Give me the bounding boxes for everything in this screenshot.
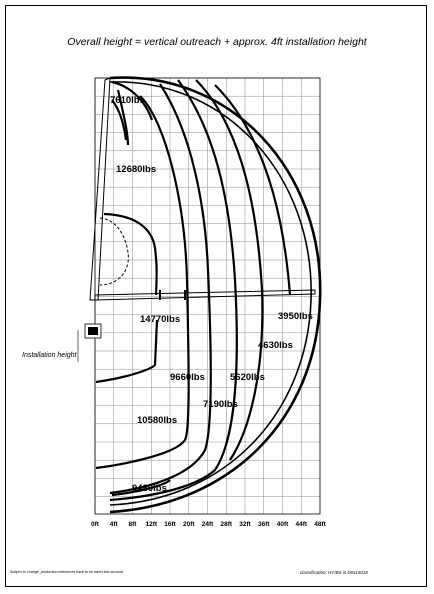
- x-tick-label: 48ft: [314, 521, 326, 528]
- installation-height-label: Installation height: [22, 352, 77, 359]
- x-tick-label: 28ft: [220, 521, 233, 528]
- x-tick-label: 32ft: [239, 521, 251, 528]
- capacity-label: 9480lbs: [132, 483, 167, 494]
- x-tick-label: 12ft: [145, 521, 158, 528]
- x-tick-label: 16ft: [164, 521, 176, 528]
- footer-classification: classification; HY/BS in DIN15018: [300, 570, 368, 575]
- crane-base: [78, 324, 101, 362]
- capacity-label: 4630lbs: [258, 340, 293, 351]
- capacity-label: 7610lbs: [110, 95, 145, 106]
- capacity-curves: [96, 80, 290, 500]
- x-tick-label: 36ft: [257, 521, 270, 528]
- x-tick-label: 20ft: [182, 521, 195, 528]
- inner-arc: [100, 218, 128, 285]
- capacity-label: 14770lbs: [140, 314, 181, 325]
- capacity-label: 5620lbs: [230, 372, 265, 383]
- curve-9660: [96, 96, 189, 468]
- x-tick-label: 8ft: [128, 521, 137, 528]
- boom-horizontal: [95, 290, 315, 300]
- x-tick-label: 0ft: [91, 521, 99, 528]
- x-tick-label: 40ft: [276, 521, 289, 528]
- capacity-label: 12680lbs: [116, 164, 157, 175]
- chart-title: Overall height = vertical outreach + approx. 4ft installation height: [67, 36, 367, 48]
- boom-vertical: [90, 78, 110, 300]
- x-axis-ticks: [91, 521, 327, 528]
- x-tick-label: 4ft: [109, 521, 118, 528]
- capacity-label: 9660lbs: [170, 372, 205, 383]
- capacity-label: 7190lbs: [203, 399, 238, 410]
- footer-disclaimer: Subject to change, production tolerances have to be taken into account: [10, 570, 124, 574]
- curve-7190: [110, 84, 211, 493]
- capacity-label: 10580lbs: [137, 415, 178, 426]
- x-tick-label: 44ft: [295, 521, 308, 528]
- capacity-label: 3950lbs: [278, 311, 313, 322]
- x-tick-label: 24ft: [201, 521, 214, 528]
